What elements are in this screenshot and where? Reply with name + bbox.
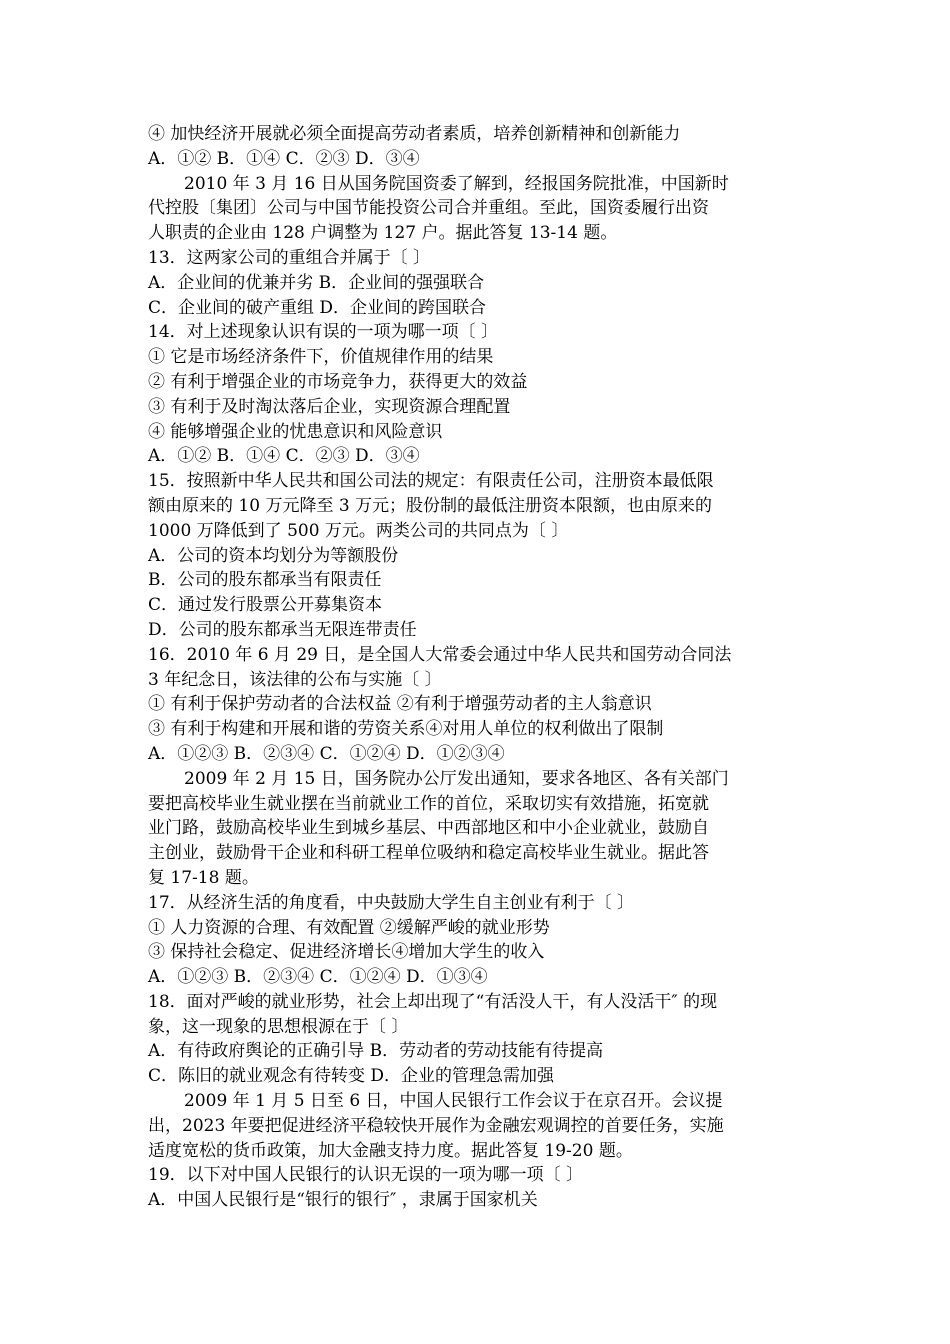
text-line: ③ 保持社会稳定、促进经济增长④增加大学生的收入 <box>148 942 545 963</box>
text-line: A．①②③ B．②③④ C．①②④ D．①③④ <box>148 967 488 988</box>
text-line: 2009 年 1 月 5 日至 6 日，中国人民银行工作会议于在京召开。会议提 <box>184 1091 723 1112</box>
text-line: 15．按照新中华人民共和国公司法的规定：有限责任公司，注册资本最低限 <box>148 471 714 492</box>
text-line: 2009 年 2 月 15 日，国务院办公厅发出通知，要求各地区、各有关部门 <box>184 768 729 789</box>
text-line: 19．以下对中国人民银行的认识无误的一项为哪一项〔 〕 <box>148 1165 584 1186</box>
text-line: B．公司的股东都承当有限责任 <box>148 570 382 591</box>
text-line: ④ 加快经济开展就必须全面提高劳动者素质，培养创新精神和创新能力 <box>148 124 681 144</box>
text-line: 1000 万降低到了 500 万元。两类公司的共同点为〔 〕 <box>148 520 569 541</box>
text-line: C．企业间的破产重组 D．企业间的跨国联合 <box>148 297 487 318</box>
text-line: 象，这一现象的思想根源在于〔 〕 <box>148 1016 409 1037</box>
text-line: ④ 能够增强企业的忧患意识和风险意识 <box>148 421 443 442</box>
text-line: 18．面对严峻的就业形势，社会上却出现了“有活没人干，有人没活干″ 的现 <box>148 991 718 1012</box>
text-line: A．有待政府舆论的正确引导 B．劳动者的劳动技能有待提高 <box>148 1041 604 1062</box>
text-line: 复 17-18 题。 <box>148 867 259 888</box>
text-line: A．①②③ B．②③④ C．①②④ D．①②③④ <box>148 743 505 764</box>
text-line: 适度宽松的货币政策，加大金融支持力度。据此答复 19-20 题。 <box>148 1140 633 1161</box>
text-line: 14．对上述现象认识有误的一项为哪一项〔 〕 <box>148 322 499 343</box>
text-line: A．中国人民银行是“银行的银行″ ，隶属于国家机关 <box>148 1190 538 1211</box>
text-line: 代控股〔集团〕公司与中国节能投资公司合并重组。至此，国资委履行出资 <box>148 198 709 219</box>
text-line: C．陈旧的就业观念有待转变 D．企业的管理急需加强 <box>148 1066 555 1087</box>
text-line: D．公司的股东都承当无限连带责任 <box>148 619 417 640</box>
text-line: 主创业，鼓励骨干企业和科研工程单位吸纳和稳定高校毕业生就业。据此答 <box>148 843 709 864</box>
text-line: 业门路，鼓励高校毕业生到城乡基层、中西部地区和中小企业就业，鼓励自 <box>148 818 709 839</box>
text-line: 16．2010 年 6 月 29 日，是全国人大常委会通过中华人民共和国劳动合同法 <box>148 644 732 665</box>
text-line: ③ 有利于构建和开展和谐的劳资关系④对用人单位的权利做出了限制 <box>148 719 664 740</box>
text-line: 额由原来的 10 万元降至 3 万元；股份制的最低注册资本限额，也由原来的 <box>148 495 713 516</box>
text-line: ③ 有利于及时淘汰落后企业，实现资源合理配置 <box>148 396 511 417</box>
text-line: 3 年纪念日，该法律的公布与实施〔 〕 <box>148 669 442 690</box>
text-line: ① 它是市场经济条件下，价值规律作用的结果 <box>148 347 494 368</box>
text-line: ① 人力资源的合理、有效配置 ②缓解严峻的就业形势 <box>148 917 550 938</box>
text-line: A．①② B．①④ C．②③ D．③④ <box>148 148 420 169</box>
text-line: ② 有利于增强企业的市场竞争力，获得更大的效益 <box>148 371 528 392</box>
text-line: A．企业间的优兼并劣 B．企业间的强强联合 <box>148 272 485 293</box>
text-line: C．通过发行股票公开募集资本 <box>148 595 383 616</box>
text-line: 17．从经济生活的角度看，中央鼓励大学生自主创业有利于〔 〕 <box>148 892 635 913</box>
text-line: 要把高校毕业生就业摆在当前就业工作的首位，采取切实有效措施，拓宽就 <box>148 793 709 814</box>
text-line: A．公司的资本均划分为等额股份 <box>148 545 399 566</box>
text-line: ① 有利于保护劳动者的合法权益 ②有利于增强劳动者的主人翁意识 <box>148 694 652 715</box>
text-line: 13．这两家公司的重组合并属于〔 〕 <box>148 247 431 268</box>
document-body <box>148 122 808 1213</box>
text-line: 出，2023 年要把促进经济平稳较快开展作为金融宏观调控的首要任务，实施 <box>148 1115 724 1136</box>
text-line: 2010 年 3 月 16 日从国务院国资委了解到，经报国务院批准，中国新时 <box>184 173 729 194</box>
text-line: A．①② B．①④ C．②③ D．③④ <box>148 446 420 467</box>
text-line: 人职责的企业由 128 户调整为 127 户。据此答复 13-14 题。 <box>148 223 618 244</box>
